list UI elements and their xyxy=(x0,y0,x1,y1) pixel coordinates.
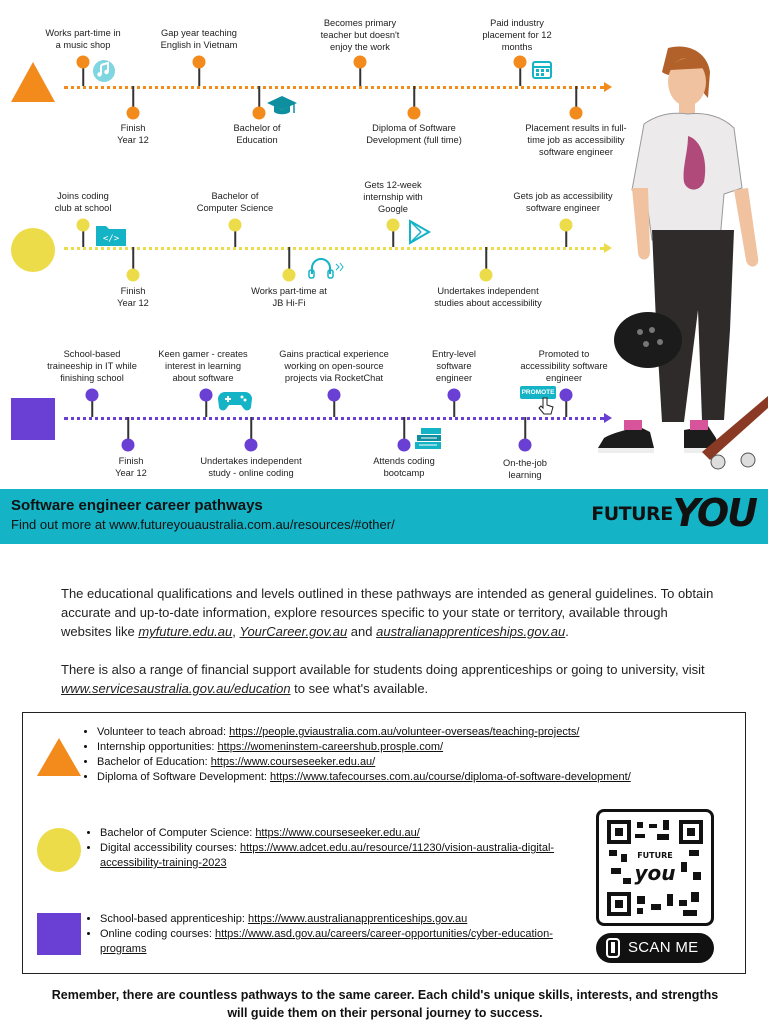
resources-circle xyxy=(84,826,564,871)
logo-text-future: FUTURE xyxy=(591,503,673,525)
resource-link[interactable]: https://people.gviaustralia.com.au/volunteer-overseas/teaching-projects/ xyxy=(229,726,580,738)
square-marker xyxy=(11,398,55,440)
separator-text: . xyxy=(565,624,569,639)
resource-link[interactable]: https://www.australianapprenticeships.gov.au xyxy=(247,913,468,925)
milestone-label: Placement results in full- time job as accessibility software engineer xyxy=(525,123,627,157)
resource-item xyxy=(100,826,564,841)
milestone-label: Attends coding bootcamp xyxy=(373,456,435,478)
link-apprenticeships[interactable]: australianapprenticeships.gov.au xyxy=(376,624,566,639)
code-folder-icon xyxy=(95,223,127,247)
intro-paragraph xyxy=(61,584,721,641)
resource-item xyxy=(100,841,564,871)
qr-code[interactable] xyxy=(596,809,714,926)
separator-text: , xyxy=(232,624,240,639)
milestone-pin xyxy=(514,56,527,69)
resource-label: Volunteer to teach abroad: xyxy=(97,726,230,738)
milestone-label: Works part-time at JB Hi-Fi xyxy=(251,286,327,308)
resource-link[interactable]: https://www.adcet.edu.au/resource/11230/vision-australia-digital-accessibility-training-2023 xyxy=(100,842,555,869)
resource-link[interactable]: https://www.courseseeker.edu.au/ xyxy=(255,827,420,839)
milestone-pin xyxy=(560,219,573,232)
resources-triangle xyxy=(81,725,741,785)
milestone-pin xyxy=(283,269,296,282)
resource-link[interactable]: https://www.courseseeker.edu.au/ xyxy=(210,756,376,768)
resource-label: Internship opportunities: xyxy=(97,741,218,753)
milestone-label: On-the-job learning xyxy=(503,458,547,480)
link-servicesaustralia[interactable]: www.servicesaustralia.gov.au/education xyxy=(61,681,291,696)
triangle-marker xyxy=(37,738,81,776)
milestone-label: Gets 12-week internship with Google xyxy=(363,180,423,214)
milestone-label: Gains practical experience working on open-source projects via RocketChat xyxy=(279,349,389,383)
circle-marker xyxy=(37,828,81,872)
milestone-label: Bachelor of Computer Science xyxy=(196,191,274,213)
graduation-cap-icon xyxy=(266,94,298,118)
resource-label: School-based apprenticeship: xyxy=(100,913,248,925)
milestone-label: Becomes primary teacher but doesn't enjoy the work xyxy=(320,18,400,52)
milestone-label: School-based traineeship in IT while finishing school xyxy=(47,349,137,383)
milestone-pin xyxy=(560,389,573,402)
milestone-pin xyxy=(398,439,411,452)
milestone-label: Works part-time in a music shop xyxy=(45,28,121,50)
milestone-label: Undertakes independent study - online coding xyxy=(200,456,302,478)
phone-icon xyxy=(605,938,621,958)
resource-link[interactable]: https://womeninstem-careershub.prosple.com/ xyxy=(217,741,444,753)
play-store-icon xyxy=(407,219,431,245)
milestone-pin xyxy=(253,107,266,120)
footer-note: Remember, there are countless pathways to the same career. Each child's unique skills, interests, and strengths will guide them on their personal journey to success. xyxy=(51,988,719,1020)
resources-square xyxy=(84,912,564,957)
headphones-icon xyxy=(300,256,346,280)
title-banner xyxy=(0,489,768,544)
page-subtitle: Find out more at www.futureyouaustralia.com.au/resources/#other/ xyxy=(11,517,395,532)
milestone-label: Diploma of Software Development (full time) xyxy=(366,123,462,145)
milestone-pin xyxy=(354,56,367,69)
milestone-label: Paid industry placement for 12 months xyxy=(482,18,552,52)
milestone-label: Gets job as accessibility software engineer xyxy=(513,191,613,213)
milestone-label: Finish Year 12 xyxy=(115,456,147,478)
milestone-pin xyxy=(200,389,213,402)
support-text-end: to see what's available. xyxy=(290,681,429,696)
scan-me-button[interactable] xyxy=(596,933,714,963)
milestone-pin xyxy=(127,107,140,120)
milestone-pin xyxy=(519,439,532,452)
milestone-label: Entry-level software engineer xyxy=(432,349,476,383)
resource-label: Bachelor of Computer Science: xyxy=(100,827,256,839)
page-title: Software engineer career pathways xyxy=(11,497,263,514)
link-yourcareer[interactable]: YourCareer.gov.au xyxy=(239,624,348,639)
milestone-pin xyxy=(86,389,99,402)
triangle-marker xyxy=(11,62,55,102)
promote-button: PROMOTE xyxy=(520,386,556,399)
resource-label: Online coding courses: xyxy=(100,928,215,940)
resource-item xyxy=(97,725,741,740)
resource-label: Digital accessibility courses: xyxy=(100,842,240,854)
resource-item xyxy=(97,755,741,770)
milestone-pin xyxy=(480,269,493,282)
milestone-label: Joins coding club at school xyxy=(54,191,112,213)
engineer-illustration xyxy=(584,40,768,472)
resource-item xyxy=(97,770,741,785)
qr-logo-future: FUTURE xyxy=(637,851,673,860)
milestone-label: Keen gamer - creates interest in learning about software xyxy=(158,349,248,383)
cursor-hand-icon xyxy=(538,396,554,416)
svg-text:</>: </> xyxy=(102,234,120,244)
milestone-label: Gap year teaching English in Vietnam xyxy=(160,28,238,50)
milestone-pin xyxy=(193,56,206,69)
milestone-pin xyxy=(387,219,400,232)
milestone-label: Finish Year 12 xyxy=(117,123,149,145)
scan-me-label: SCAN ME xyxy=(628,939,699,956)
milestone-pin xyxy=(408,107,421,120)
timeline-axis xyxy=(64,86,604,89)
link-myfuture[interactable]: myfuture.edu.au xyxy=(138,624,233,639)
milestone-pin xyxy=(77,56,90,69)
milestone-label: Undertakes independent studies about accessibility xyxy=(434,286,542,308)
resource-link[interactable]: https://www.asd.gov.au/careers/career-opportunities/cyber-education-programs xyxy=(100,928,553,955)
timeline-axis xyxy=(64,247,604,250)
support-paragraph xyxy=(61,660,721,698)
gamepad-icon xyxy=(217,389,253,413)
resource-item xyxy=(100,927,564,957)
milestone-label: Promoted to accessibility software engineer xyxy=(520,349,608,383)
logo-text-you: YOU xyxy=(672,491,756,535)
timeline-axis xyxy=(64,417,604,420)
books-icon xyxy=(413,426,445,452)
resource-item xyxy=(100,912,564,927)
resource-label: Diploma of Software Development: xyxy=(97,771,271,783)
calendar-icon xyxy=(531,58,553,80)
resource-item xyxy=(97,740,741,755)
circle-marker xyxy=(11,228,55,272)
milestone-pin xyxy=(245,439,258,452)
resource-link[interactable]: https://www.tafecourses.com.au/course/diploma-of-software-development/ xyxy=(270,771,631,783)
milestone-pin xyxy=(229,219,242,232)
milestone-pin xyxy=(448,389,461,402)
qr-pattern xyxy=(607,820,703,916)
milestone-pin xyxy=(127,269,140,282)
resource-label: Bachelor of Education: xyxy=(97,756,211,768)
milestone-pin xyxy=(77,219,90,232)
milestone-label: Finish Year 12 xyxy=(117,286,149,308)
milestone-pin xyxy=(570,107,583,120)
separator-text: and xyxy=(347,624,377,639)
future-you-logo xyxy=(591,491,756,535)
milestone-label: Bachelor of Education xyxy=(233,123,281,145)
milestone-pin xyxy=(122,439,135,452)
intro-text: The educational qualifications and levels outlined in these pathways are intended as general guidelines. To obtain accurate and up-to-date information, explore resources specific to your state or territory, available through websites like xyxy=(61,586,714,639)
music-icon xyxy=(91,59,117,83)
square-marker xyxy=(37,913,81,955)
milestone-pin xyxy=(328,389,341,402)
qr-logo-you: you xyxy=(634,861,676,885)
support-text: There is also a range of financial support available for students doing apprenticeships or going to university, visit xyxy=(61,662,705,677)
